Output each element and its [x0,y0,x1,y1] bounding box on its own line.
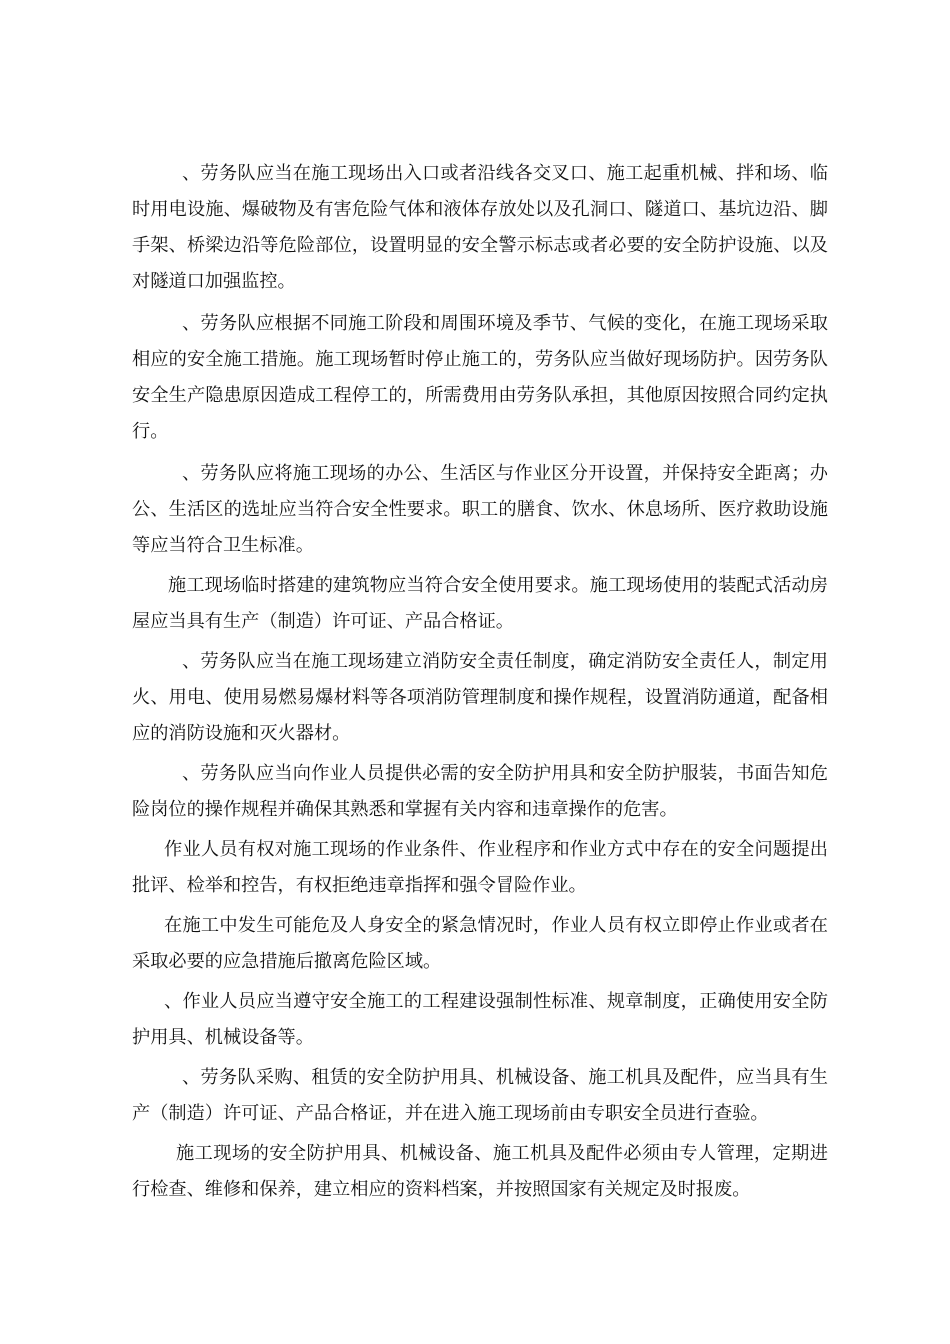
paragraph-worker-compliance: 、作业人员应当遵守安全施工的工程建设强制性标准、规章制度，正确使用安全防护用具、机械设备等。 [132,991,828,1048]
paragraph-worker-rights: 作业人员有权对施工现场的作业条件、作业程序和作业方式中存在的安全问题提出批评、检举和控告，有权拒绝违章指挥和强令冒险作业。 [132,839,828,896]
paragraph-equipment-management: 施工现场的安全防护用具、机械设备、施工机具及配件必须由专人管理，定期进行检查、维修和保养，建立相应的资料档案，并按照国家有关规定及时报废。 [132,1143,828,1200]
paragraph-office-living-area: 、劳务队应将施工现场的办公、生活区与作业区分开设置，并保持安全距离；办公、生活区的选址应当符合安全性要求。职工的膳食、饮水、休息场所、医疗救助设施等应当符合卫生标准。 [132,463,828,556]
paragraph-emergency-stop: 在施工中发生可能危及人身安全的紧急情况时，作业人员有权立即停止作业或者在采取必要的应急措施后撤离危险区域。 [132,915,828,972]
paragraph-temporary-buildings: 施工现场临时搭建的建筑物应当符合安全使用要求。施工现场使用的装配式活动房屋应当具有生产（制造）许可证、产品合格证。 [132,575,828,632]
paragraph-procurement: 、劳务队采购、租赁的安全防护用具、机械设备、施工机具及配件，应当具有生产（制造）许可证、产品合格证，并在进入施工现场前由专职安全员进行查验。 [132,1067,828,1124]
paragraph-protective-equipment: 、劳务队应当向作业人员提供必需的安全防护用具和安全防护服装，书面告知危险岗位的操作规程并确保其熟悉和掌握有关内容和违章操作的危害。 [132,763,828,820]
paragraph-seasonal-measures: 、劳务队应根据不同施工阶段和周围环境及季节、气候的变化，在施工现场采取相应的安全施工措施。施工现场暂时停止施工的，劳务队应当做好现场防护。因劳务队安全生产隐患原因造成工程停工的，所需费用由劳务队承担，其他原因按照合同约定执行。 [132,313,828,442]
paragraph-fire-safety: 、劳务队应当在施工现场建立消防安全责任制度，确定消防安全责任人，制定用火、用电、使用易燃易爆材料等各项消防管理制度和操作规程，设置消防通道，配备相应的消防设施和灭火器材。 [132,651,828,744]
paragraph-safety-signs: 、劳务队应当在施工现场出入口或者沿线各交叉口、施工起重机械、拌和场、临时用电设施、爆破物及有害危险气体和液体存放处以及孔洞口、隧道口、基坑边沿、脚手架、桥梁边沿等危险部位，设置明显的安全警示标志或者必要的安全防护设施、以及对隧道口加强监控。 [132,163,828,292]
document-body [132,156,828,1208]
